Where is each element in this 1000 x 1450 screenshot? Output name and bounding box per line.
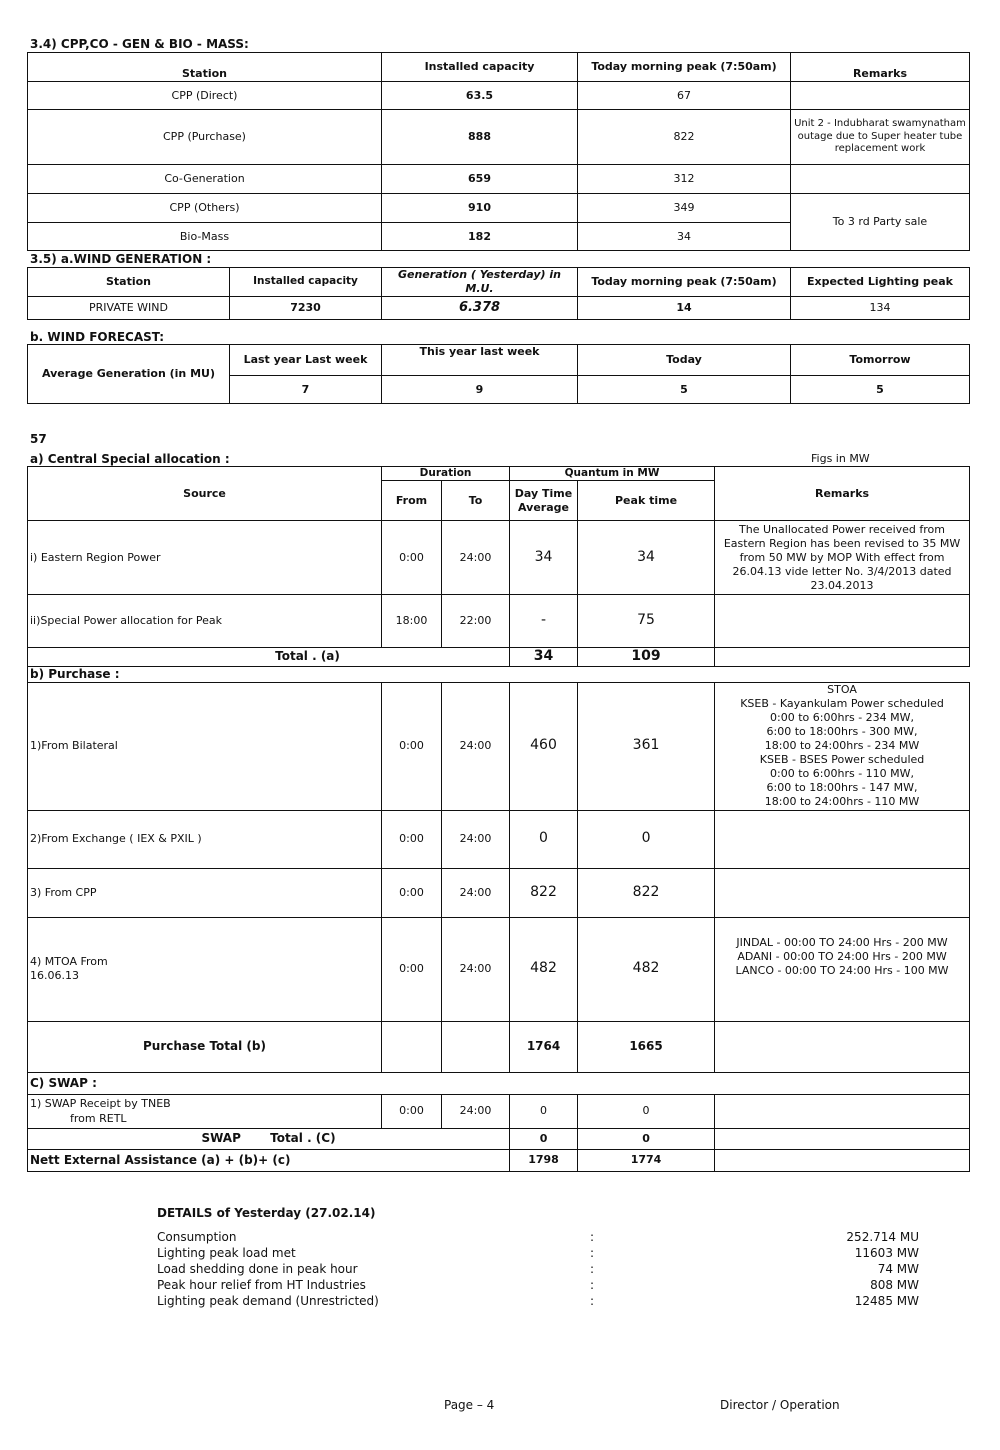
cpp-row-station: Bio-Mass (28, 223, 382, 251)
cpp-row-station: CPP (Purchase) (28, 110, 382, 165)
forecast-table (27, 344, 970, 404)
details-value: 12485 MW (854, 1294, 919, 1308)
purchase-total-day: 1764 (510, 1021, 578, 1072)
central-allocation-title: a) Central Special allocation : (30, 452, 230, 466)
table-row-to: 24:00 (442, 682, 510, 810)
details-value: 11603 MW (854, 1246, 919, 1260)
remark-line: 0:00 to 6:00hrs - 110 MW, (770, 767, 915, 781)
section-number: 57 (30, 432, 47, 446)
remark-line: 18:00 to 24:00hrs - 234 MW (764, 739, 920, 753)
table-row-from: 0:00 (382, 521, 442, 595)
table-row-from: 0:00 (382, 1094, 442, 1128)
table-row-to: 24:00 (442, 521, 510, 595)
wind-generation: 6.378 (382, 297, 578, 320)
cpp-row-capacity: 182 (382, 223, 578, 251)
header-quantum: Quantum in MW (510, 467, 715, 481)
header-remarks: Remarks (715, 467, 970, 521)
page-number: Page – 4 (444, 1398, 495, 1412)
table-row-day: 460 (510, 682, 578, 810)
details-separator: : (590, 1294, 595, 1308)
table-row-from: 0:00 (382, 810, 442, 868)
purchase-total-peak: 1665 (578, 1021, 715, 1072)
table-row-to: 24:00 (442, 810, 510, 868)
table-row-day: 0 (510, 1094, 578, 1128)
purchase-total-from (382, 1021, 442, 1072)
header-day-average: Day Time Average (510, 481, 578, 521)
cpp-row-capacity: 910 (382, 194, 578, 223)
details-label: Lighting peak demand (Unrestricted) (157, 1294, 379, 1308)
table-row-peak: 482 (578, 917, 715, 1021)
section-cpp-title: 3.4) CPP,CO - GEN & BIO - MASS: (30, 37, 249, 51)
table-row-source (28, 1094, 382, 1128)
details-label: Load shedding done in peak hour (157, 1262, 358, 1276)
table-row-peak: 822 (578, 868, 715, 917)
swap-total-peak: 0 (578, 1128, 715, 1149)
remark-line: KSEB - Kayankulam Power scheduled (740, 697, 944, 711)
forecast-value: 7 (230, 376, 382, 404)
cpp-row-station: Co-Generation (28, 165, 382, 194)
remark-line: ADANI - 00:00 TO 24:00 Hrs - 200 MW (737, 949, 947, 963)
table-row-from: 18:00 (382, 595, 442, 648)
swap-total-label: SWAP Total . (C) (28, 1128, 510, 1149)
cpp-row-peak: 349 (578, 194, 791, 223)
details-value: 252.714 MU (846, 1230, 919, 1244)
cpp-header-capacity: Installed capacity (382, 53, 578, 82)
signature-line: Director / Operation (720, 1398, 840, 1412)
wind-header-lighting: Expected Lighting peak (791, 268, 970, 297)
details-label: Lighting peak load met (157, 1246, 296, 1260)
table-row-source: 2)From Exchange ( IEX & PXIL ) (28, 810, 382, 868)
cpp-row-capacity: 659 (382, 165, 578, 194)
details-label: Consumption (157, 1230, 237, 1244)
section-forecast-title: b. WIND FORECAST: (30, 330, 165, 344)
forecast-header: Today (578, 345, 791, 376)
remark-line: JINDAL - 00:00 TO 24:00 Hrs - 200 MW (736, 935, 948, 949)
wind-capacity: 7230 (230, 297, 382, 320)
cpp-row-remark: Unit 2 - Indubharat swamynatham outage due to Super heater tube replacement work (791, 110, 970, 165)
header-to: To (442, 481, 510, 521)
details-value: 74 MW (877, 1262, 919, 1276)
cpp-row-remark (791, 165, 970, 194)
nett-assistance-peak: 1774 (578, 1149, 715, 1171)
forecast-header: Last year Last week (230, 345, 382, 376)
wind-header-station: Station (28, 268, 230, 297)
table-row-remark: The Unallocated Power received from Eastern Region has been revised to 35 MW from 50 MW by MOP With effect from 26.04.13 vide letter No. 3/4/2013 dated 23.04.2013 (715, 521, 970, 595)
table-row-from: 0:00 (382, 917, 442, 1021)
table-row-day: - (510, 595, 578, 648)
table-row-peak: 0 (578, 1094, 715, 1128)
remark-line: KSEB - BSES Power scheduled (759, 753, 925, 767)
swap-total-day: 0 (510, 1128, 578, 1149)
table-row-source: 1)From Bilateral (28, 682, 382, 810)
forecast-row-label: Average Generation (in MU) (28, 345, 230, 404)
forecast-value: 5 (791, 376, 970, 404)
purchase-total-to (442, 1021, 510, 1072)
central-total-day: 34 (510, 648, 578, 667)
wind-table (27, 267, 970, 320)
central-total-peak: 109 (578, 648, 715, 667)
cpp-table (27, 52, 970, 251)
cpp-row-remark (791, 82, 970, 110)
figs-in-mw-note: Figs in MW (811, 452, 870, 465)
table-row-from: 0:00 (382, 868, 442, 917)
wind-header-generation: Generation ( Yesterday) in M.U. (382, 268, 578, 297)
table-row-to: 22:00 (442, 595, 510, 648)
table-row-day: 822 (510, 868, 578, 917)
nett-assistance-remark (715, 1149, 970, 1171)
swap-title: C) SWAP : (28, 1072, 970, 1094)
details-separator: : (590, 1262, 595, 1276)
cpp-merged-remark: To 3 rd Party sale (791, 194, 970, 251)
header-source: Source (28, 467, 382, 521)
table-row-remark (715, 810, 970, 868)
forecast-value: 9 (382, 376, 578, 404)
forecast-header: This year last week (382, 345, 578, 376)
details-separator: : (590, 1230, 595, 1244)
remark-line: 6:00 to 18:00hrs - 300 MW, (766, 725, 918, 739)
cpp-row-peak: 822 (578, 110, 791, 165)
table-row-remark (715, 1094, 970, 1128)
header-duration: Duration (382, 467, 510, 481)
central-total-label: Total . (a) (28, 648, 510, 667)
table-row-peak: 361 (578, 682, 715, 810)
cpp-header-peak: Today morning peak (7:50am) (578, 53, 791, 82)
purchase-total-label: Purchase Total (b) (28, 1021, 382, 1072)
details-separator: : (590, 1278, 595, 1292)
table-row-day: 482 (510, 917, 578, 1021)
remark-line: LANCO - 00:00 TO 24:00 Hrs - 100 MW (735, 963, 949, 977)
central-total-remark (715, 648, 970, 667)
table-row-source: 3) From CPP (28, 868, 382, 917)
swap-source-line1: 1) SWAP Receipt by TNEB (30, 1097, 171, 1111)
header-peak-time: Peak time (578, 481, 715, 521)
allocation-table (27, 466, 970, 1172)
remark-line: STOA (827, 683, 857, 697)
details-title: DETAILS of Yesterday (27.02.14) (157, 1206, 376, 1220)
cpp-row-peak: 67 (578, 82, 791, 110)
table-row-source: 4) MTOA From 16.06.13 (28, 917, 382, 1021)
table-row-peak: 75 (578, 595, 715, 648)
cpp-row-capacity: 888 (382, 110, 578, 165)
table-row-remark (715, 595, 970, 648)
details-separator: : (590, 1246, 595, 1260)
table-row-source: i) Eastern Region Power (28, 521, 382, 595)
cpp-header-remarks: Remarks (791, 53, 970, 82)
purchase-total-remark (715, 1021, 970, 1072)
remark-line: 6:00 to 18:00hrs - 147 MW, (766, 781, 918, 795)
remark-line: 0:00 to 6:00hrs - 234 MW, (770, 711, 915, 725)
nett-assistance-label: Nett External Assistance (a) + (b)+ (c) (28, 1149, 510, 1171)
header-from: From (382, 481, 442, 521)
nett-assistance-day: 1798 (510, 1149, 578, 1171)
table-row-day: 0 (510, 810, 578, 868)
wind-lighting: 134 (791, 297, 970, 320)
details-value: 808 MW (870, 1278, 919, 1292)
table-row-day: 34 (510, 521, 578, 595)
swap-total-remark (715, 1128, 970, 1149)
purchase-title: b) Purchase : (28, 666, 970, 682)
cpp-row-station: CPP (Others) (28, 194, 382, 223)
table-row-remark (715, 682, 970, 810)
swap-source-line2: from RETL (70, 1112, 127, 1126)
table-row-peak: 34 (578, 521, 715, 595)
details-label: Peak hour relief from HT Industries (157, 1278, 366, 1292)
forecast-header: Tomorrow (791, 345, 970, 376)
table-row-peak: 0 (578, 810, 715, 868)
wind-header-peak: Today morning peak (7:50am) (578, 268, 791, 297)
table-row-source: ii)Special Power allocation for Peak (28, 595, 382, 648)
wind-header-capacity: Installed capacity (230, 268, 382, 297)
remark-line: 18:00 to 24:00hrs - 110 MW (764, 795, 920, 809)
cpp-row-peak: 312 (578, 165, 791, 194)
cpp-row-station: CPP (Direct) (28, 82, 382, 110)
cpp-header-station: Station (28, 53, 382, 82)
table-row-remark (715, 868, 970, 917)
table-row-from: 0:00 (382, 682, 442, 810)
wind-station: PRIVATE WIND (28, 297, 230, 320)
cpp-row-peak: 34 (578, 223, 791, 251)
table-row-to: 24:00 (442, 868, 510, 917)
section-wind-title: 3.5) a.WIND GENERATION : (30, 252, 212, 266)
wind-peak: 14 (578, 297, 791, 320)
table-row-to: 24:00 (442, 917, 510, 1021)
cpp-row-capacity: 63.5 (382, 82, 578, 110)
table-row-remark (715, 917, 970, 1021)
table-row-to: 24:00 (442, 1094, 510, 1128)
forecast-value: 5 (578, 376, 791, 404)
